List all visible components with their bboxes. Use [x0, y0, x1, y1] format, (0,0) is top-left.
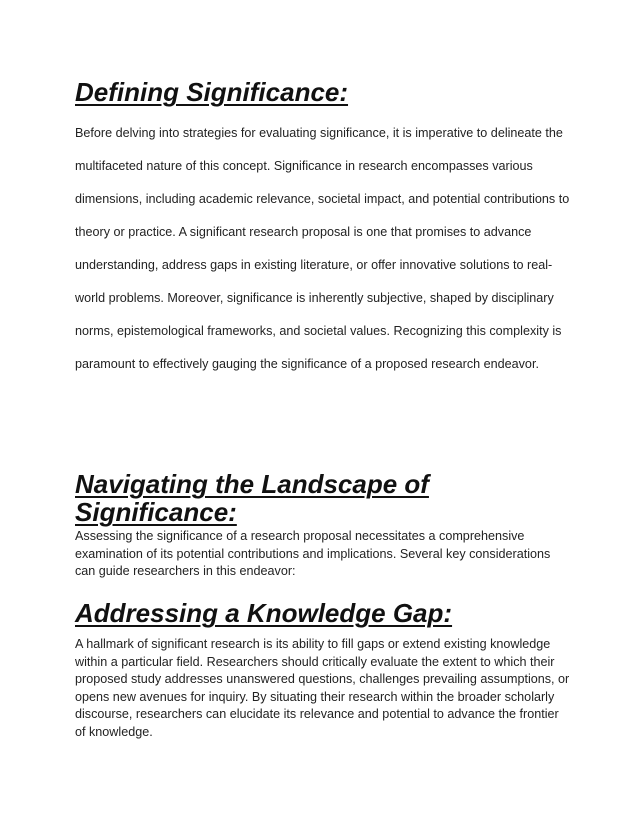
section-body-defining-significance: Before delving into strategies for evaluating significance, it is imperative to delineate the multifaceted nature of this concept. Significance in research encompasses various dimensions, including academic relevance, societal impact, and potential contributions to theory or practice. A significant research proposal is one that promises to advance understanding, address gaps in existing literature, or offer innovative solutions to real-world problems. Moreover, significance is inherently subjective, shaped by disciplinary norms, epistemological frameworks, and societal values. Recognizing this complexity is paramount to effectively gauging the significance of a proposed research endeavor. [75, 126, 570, 371]
section-heading-addressing-knowledge-gap: Addressing a Knowledge Gap: [75, 598, 453, 628]
section-body-navigating-landscape: Assessing the significance of a research proposal necessitates a comprehensive examination of its potential contributions and implications. Several key considerations can guide researchers in this endeavor: [75, 529, 551, 578]
section-heading-defining-significance: Defining Significance: [75, 77, 349, 107]
section-heading-navigating-landscape: Navigating the Landscape of Significance: [75, 469, 429, 527]
section-body-addressing-knowledge-gap: A hallmark of significant research is its ability to fill gaps or extend existing knowledge within a particular field. Researchers should critically evaluate the extent to which their proposed study addresses unanswered questions, challenges prevailing assumptions, or opens new avenues for inquiry. By situating their research within the broader scholarly discourse, researchers can elucidate its relevance and potential to advance the frontier of knowledge. [75, 637, 570, 739]
